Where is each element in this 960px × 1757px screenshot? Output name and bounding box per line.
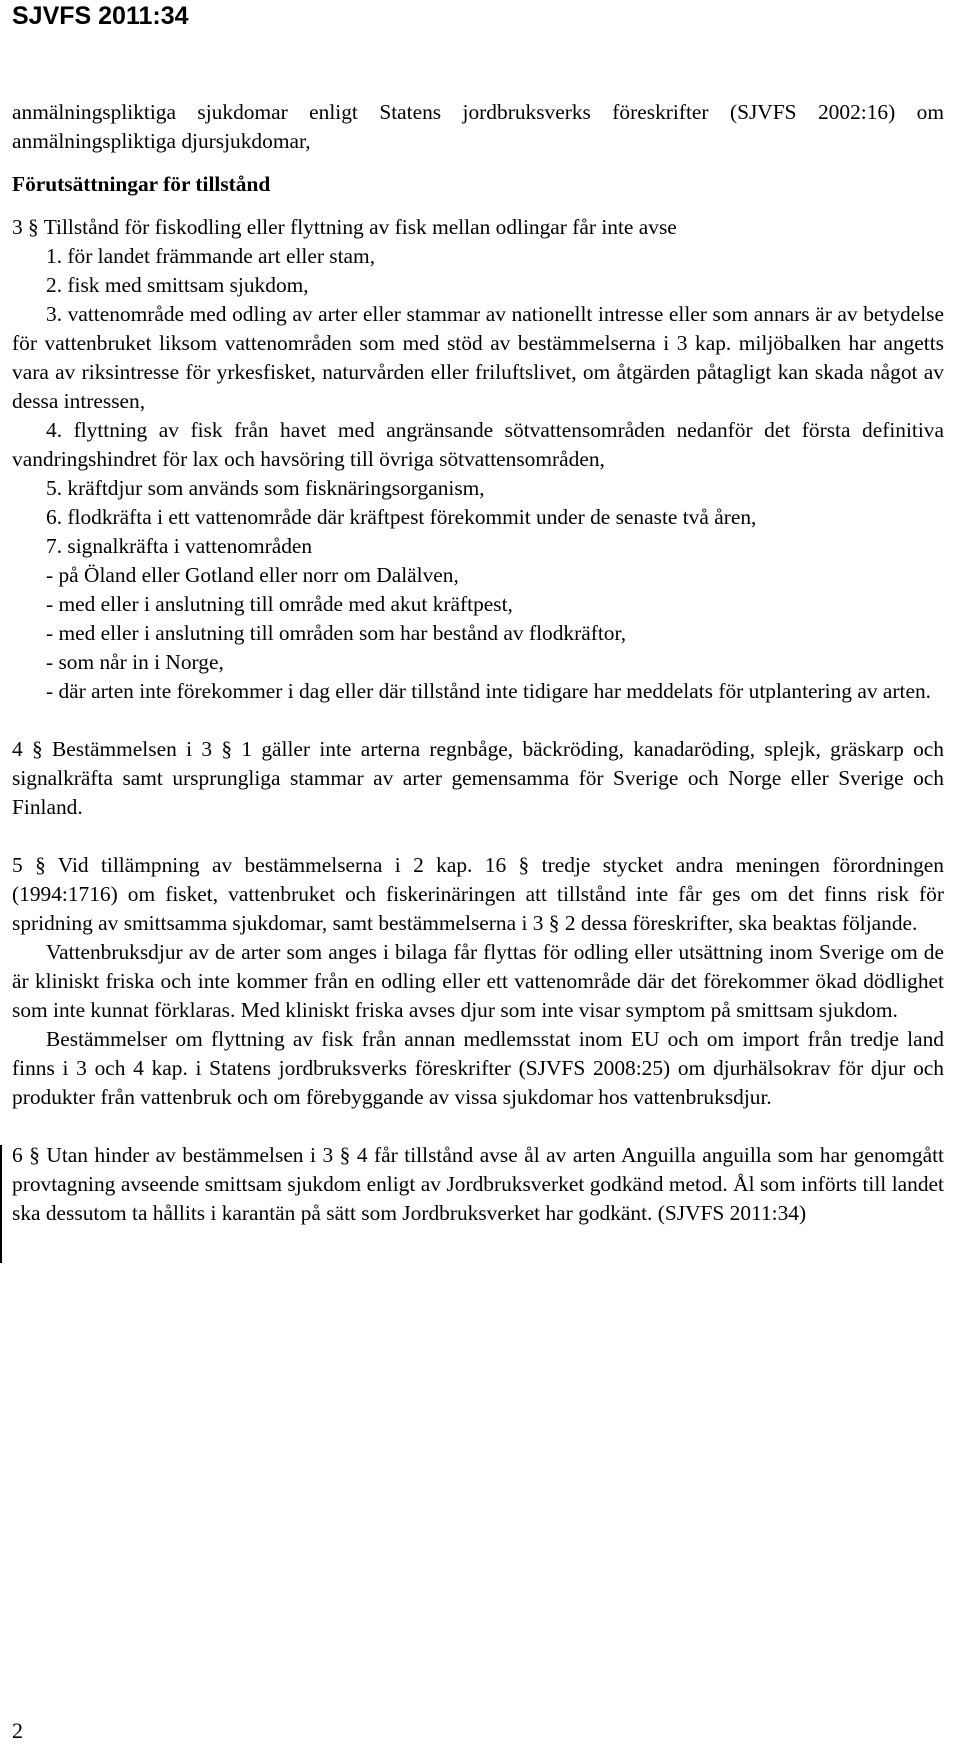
change-bar [0,1145,2,1263]
section-heading: Förutsättningar för tillstånd [12,172,271,196]
section-5-paragraph-3: Bestämmelser om flyttning av fisk från annan medlemsstat inom EU och om import från tredje land finns i 3 och 4 kap. i Statens jordbruksverks föreskrifter (SJVFS 2008:25) om djurhälsokrav för djur och produkter från vattenbruk och om förebyggande av vissa sjukdomar hos vattenbruksdjur. [12,1027,944,1109]
list-item-6: 6. flodkräfta i ett vattenområde där kräftpest förekommit under de senaste två åren, [46,505,757,529]
intro-paragraph: anmälningspliktiga sjukdomar enligt Statens jordbruksverks föreskrifter (SJVFS 2002:16) om anmälningspliktiga djursjukdomar, [12,100,944,153]
sub-item-4: - som når in i Norge, [46,650,224,674]
sub-item-3: - med eller i anslutning till områden som har bestånd av flodkräftor, [46,621,627,645]
section-5-paragraph: 5 § Vid tillämpning av bestämmelserna i 2 kap. 16 § tredje stycket andra meningen förordningen (1994:1716) om fisket, vattenbruket och fiskerinäringen att tillstånd inte får ges om det finns risk för spridning av smittsamma sjukdomar, samt bestämmelserna i 3 § 2 dessa föreskrifter, ska beaktas följande. [12,853,944,935]
page-number: 2 [12,1718,23,1743]
sub-item-2: - med eller i anslutning till område med akut kräftpest, [46,592,513,616]
list-item-3: 3. vattenområde med odling av arter eller stammar av nationellt intresse eller som annars är av betydelse för vattenbruket liksom vattenområden som med stöd av bestämmelserna i 3 kap. miljöbalken har angetts vara av riksintresse för yrkesfisket, naturvården eller friluftslivet, om åtgärden påtagligt kan skada något av dessa intressen, [12,302,944,413]
sub-item-5: - där arten inte förekommer i dag eller där tillstånd inte tidigare har meddelats för utplantering av arten. [46,679,931,703]
document-body [12,98,944,1228]
list-item-5: 5. kräftdjur som används som fisknäringsorganism, [46,476,485,500]
section-5-paragraph-2: Vattenbruksdjur av de arter som anges i bilaga får flyttas för odling eller utsättning inom Sverige om de är kliniskt friska och inte kommer från en odling eller ett vattenområde där det förekommer ökad dödlighet som inte kunnat förklaras. Med kliniskt friska avses djur som inte visar symptom på smittsam sjukdom. [12,940,944,1022]
section-3-lead: 3 § Tillstånd för fiskodling eller flyttning av fisk mellan odlingar får inte avse [12,215,677,239]
list-item-2: 2. fisk med smittsam sjukdom, [46,273,309,297]
section-4-paragraph: 4 § Bestämmelsen i 3 § 1 gäller inte arterna regnbåge, bäckröding, kanadaröding, splejk, gräskarp och signalkräfta samt ursprungliga stammar av arter gemensamma för Sverige och Norge eller Sverige och Finland. [12,737,944,819]
list-item-7: 7. signalkräfta i vattenområden [46,534,313,558]
sub-item-1: - på Öland eller Gotland eller norr om Dalälven, [46,563,459,587]
section-6-block [12,1141,944,1228]
list-item-4: 4. flyttning av fisk från havet med angränsande sötvattensområden nedanför det första definitiva vandringshindret för lax och havsöring till övriga sötvattensområden, [12,418,944,471]
section-6-paragraph: 6 § Utan hinder av bestämmelsen i 3 § 4 får tillstånd avse ål av arten Anguilla anguilla som har genomgått provtagning avseende smittsam sjukdom enligt av Jordbruksverket godkänd metod. Ål som införts till landet ska dessutom ta hållits i karantän på sätt som Jordbruksverket har godkänt. (SJVFS 2011:34) [12,1143,944,1225]
document-header: SJVFS 2011:34 [12,2,189,30]
list-item-1: 1. för landet främmande art eller stam, [46,244,376,268]
